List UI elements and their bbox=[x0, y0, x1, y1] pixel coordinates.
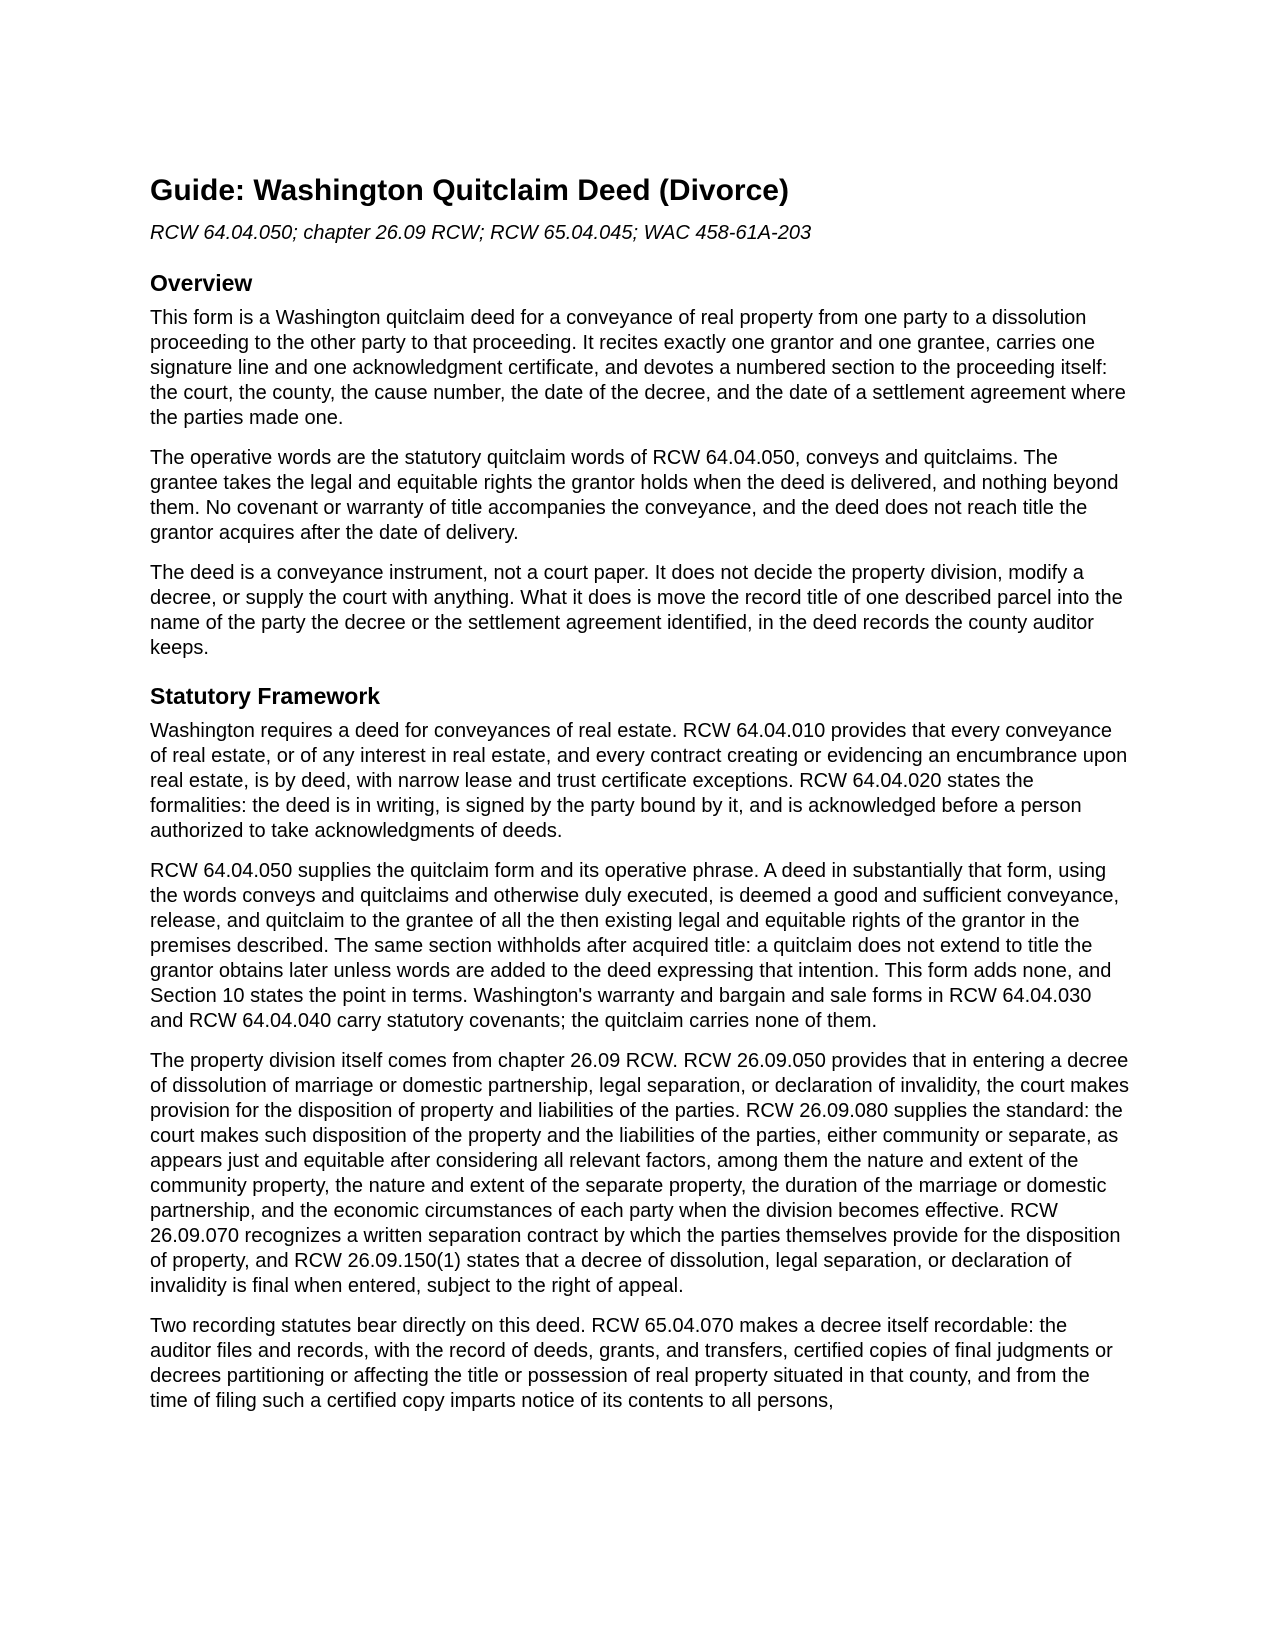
paragraph: The operative words are the statutory quitclaim words of RCW 64.04.050, conveys and quitclaims. The grantee takes the legal and equitable rights the grantor holds when the deed is delivered, and nothing beyond them. No covenant or warranty of title accompanies the conveyance, and the deed does not reach title the grantor acquires after the date of delivery. bbox=[150, 447, 1119, 544]
section-statutory-framework bbox=[150, 681, 1130, 1414]
paragraph: This form is a Washington quitclaim deed for a conveyance of real property from one party to a dissolution proceeding to the other party to that proceeding. It recites exactly one grantor and one grantee, carries one signature line and one acknowledgment certificate, and devotes a numbered section to the proceeding itself: the court, the county, the cause number, the date of the decree, and the date of a settlement agreement where the parties made one. bbox=[150, 307, 1126, 429]
paragraph: Two recording statutes bear directly on this deed. RCW 65.04.070 makes a decree itself recordable: the auditor files and records, with the record of deeds, grants, and transfers, certified copies of final judgments or decrees partitioning or affecting the title or possession of real property situated in that county, and from the time of filing such a certified copy imparts notice of its contents to all persons, bbox=[150, 1315, 1113, 1412]
paragraph: Washington requires a deed for conveyances of real estate. RCW 64.04.010 provides that every conveyance of real estate, or of any interest in real estate, and every contract creating or evidencing an encumbrance upon real estate, is by deed, with narrow lease and trust certificate exceptions. RCW 64.04.020 states the formalities: the deed is in writing, is signed by the party bound by it, and is acknowledged before a person authorized to take acknowledgments of deeds. bbox=[150, 720, 1128, 842]
paragraph: The deed is a conveyance instrument, not a court paper. It does not decide the property division, modify a decree, or supply the court with anything. What it does is move the record title of one described parcel into the name of the party the decree or the settlement agreement identified, in the deed records the county auditor keeps. bbox=[150, 562, 1123, 659]
section-heading: Overview bbox=[150, 270, 253, 296]
paragraph: RCW 64.04.050 supplies the quitclaim form and its operative phrase. A deed in substantially that form, using the words conveys and quitclaims and otherwise duly executed, is deemed a good and sufficient conveyance, release, and quitclaim to the grantee of all the then existing legal and equitable rights of the grantor in the premises described. The same section withholds after acquired title: a quitclaim does not extend to title the grantor obtains later unless words are added to the deed expressing that intention. This form adds none, and Section 10 states the point in terms. Washington's warranty and bargain and sale forms in RCW 64.04.030 and RCW 64.04.040 carry statutory covenants; the quitclaim carries none of them. bbox=[150, 860, 1120, 1032]
section-overview bbox=[150, 268, 1130, 661]
statute-citation: RCW 64.04.050; chapter 26.09 RCW; RCW 65.04.045; WAC 458-61A-203 bbox=[150, 222, 812, 244]
document-page bbox=[150, 172, 1130, 1434]
paragraph: The property division itself comes from chapter 26.09 RCW. RCW 26.09.050 provides that in entering a decree of dissolution of marriage or domestic partnership, legal separation, or declaration of invalidity, the court makes provision for the disposition of property and liabilities of the parties. RCW 26.09.080 supplies the standard: the court makes such disposition of the property and the liabilities of the parties, either community or separate, as appears just and equitable after considering all relevant factors, among them the nature and extent of the community property, the nature and extent of the separate property, the duration of the marriage or domestic partnership, and the economic circumstances of each party when the division becomes effective. RCW 26.09.070 recognizes a written separation contract by which the parties themselves provide for the disposition of property, and RCW 26.09.150(1) states that a decree of dissolution, legal separation, or declaration of invalidity is final when entered, subject to the right of appeal. bbox=[150, 1050, 1130, 1297]
section-heading: Statutory Framework bbox=[150, 683, 381, 709]
document-title: Guide: Washington Quitclaim Deed (Divorce) bbox=[150, 174, 789, 207]
